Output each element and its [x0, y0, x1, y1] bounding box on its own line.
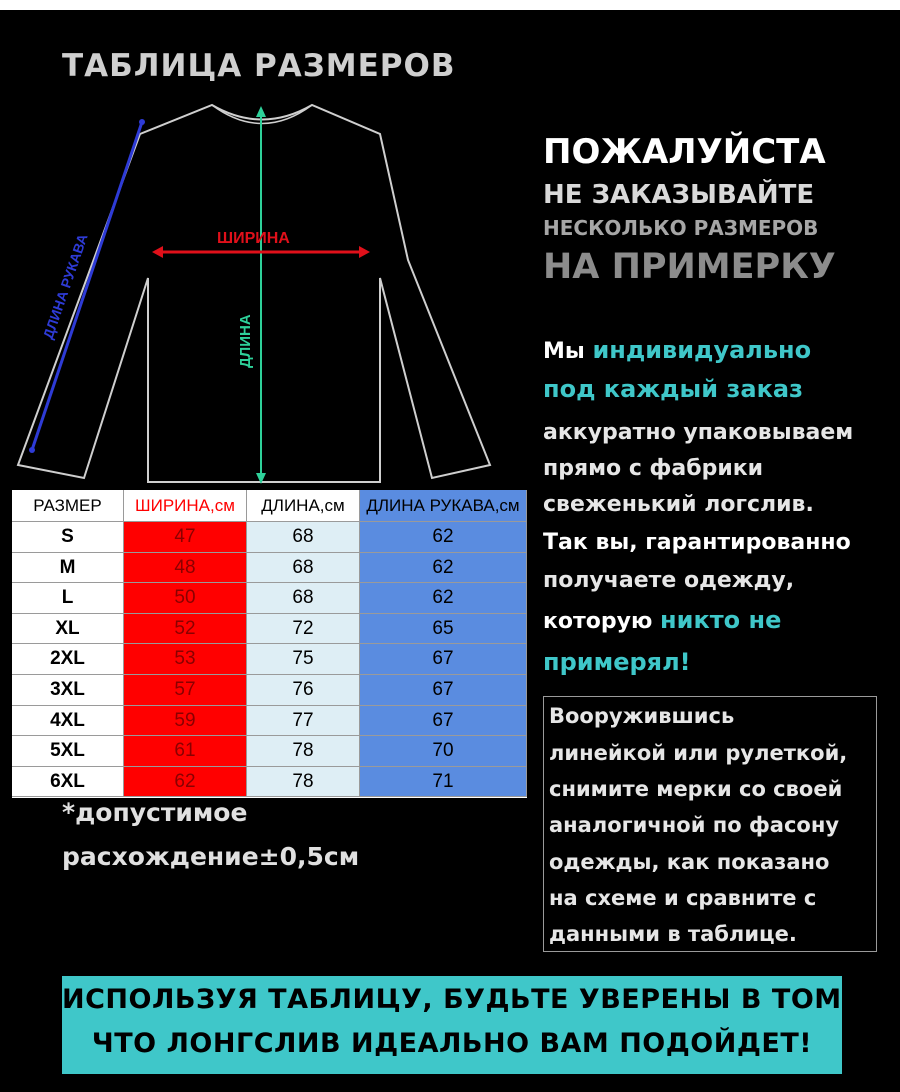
cell-size: M — [12, 553, 124, 584]
message-line-7: получаете одежду, — [543, 568, 795, 593]
cell-width: 48 — [124, 553, 247, 584]
cell-sleeve: 67 — [360, 675, 527, 706]
cell-size: 5XL — [12, 736, 124, 767]
cell-size: L — [12, 583, 124, 614]
cell-sleeve: 71 — [360, 767, 527, 798]
instructions-line: на схеме и сравните с — [549, 886, 817, 910]
sleeve-arrow — [32, 122, 142, 450]
headline-several-sizes: НЕСКОЛЬКО РАЗМЕРОВ — [543, 216, 819, 240]
instructions-line: аналогичной по фасону — [549, 813, 840, 837]
cell-length: 76 — [247, 675, 360, 706]
headline-for-fitting: НА ПРИМЕРКУ — [543, 247, 836, 287]
cell-width: 52 — [124, 614, 247, 645]
header-length: ДЛИНА,см — [247, 490, 360, 522]
header-sleeve: ДЛИНА РУКАВА,см — [360, 490, 527, 522]
header-width: ШИРИНА,см — [124, 490, 247, 522]
message-line-6: Так вы, гарантированно — [543, 530, 851, 555]
page-title: ТАБЛИЦА РАЗМЕРОВ — [62, 48, 456, 84]
cell-length: 68 — [247, 522, 360, 553]
tolerance-note-line-1: *допустимое — [62, 798, 248, 827]
cell-sleeve: 70 — [360, 736, 527, 767]
header-size: РАЗМЕР — [12, 490, 124, 522]
banner-line-2: ЧТО ЛОНГСЛИВ ИДЕАЛЬНО ВАМ ПОДОЙДЕТ! — [91, 1028, 813, 1059]
message-line-5: свеженький логслив. — [543, 492, 814, 517]
cell-width: 47 — [124, 522, 247, 553]
banner-line-1: ИСПОЛЬЗУЯ ТАБЛИЦУ, БУДЬТЕ УВЕРЕНЫ В ТОМ, — [62, 984, 853, 1015]
shirt-outline — [18, 105, 490, 482]
size-table — [12, 490, 527, 798]
cell-width: 62 — [124, 767, 247, 798]
instructions-line: данными в таблице. — [549, 922, 797, 946]
message-line-8: которую никто не — [543, 606, 782, 634]
cell-width: 61 — [124, 736, 247, 767]
message-line-1: Мы индивидуально — [543, 336, 812, 364]
cell-sleeve: 62 — [360, 553, 527, 584]
cell-size: 6XL — [12, 767, 124, 798]
cell-length: 77 — [247, 706, 360, 737]
message-line-9: примерял! — [543, 648, 691, 676]
cell-length: 72 — [247, 614, 360, 645]
cell-size: 4XL — [12, 706, 124, 737]
cell-width: 50 — [124, 583, 247, 614]
longsleeve-diagram — [0, 10, 560, 490]
cell-sleeve: 67 — [360, 706, 527, 737]
instructions-line: Вооружившись — [549, 704, 735, 728]
headline-please: ПОЖАЛУЙСТА — [543, 132, 826, 172]
cell-sleeve: 62 — [360, 583, 527, 614]
cell-width: 57 — [124, 675, 247, 706]
cell-sleeve: 62 — [360, 522, 527, 553]
cell-length: 78 — [247, 736, 360, 767]
sleeve-label: ДЛИНА РУКАВА — [39, 231, 91, 341]
cell-length: 75 — [247, 644, 360, 675]
cell-length: 68 — [247, 583, 360, 614]
cell-length: 68 — [247, 553, 360, 584]
size-chart-canvas — [0, 10, 900, 1092]
instructions-line: одежды, как показано — [549, 850, 830, 874]
cell-length: 78 — [247, 767, 360, 798]
length-label: ДЛИНА — [237, 314, 254, 368]
message-line-2: под каждый заказ — [543, 375, 804, 403]
cell-size: XL — [12, 614, 124, 645]
cell-sleeve: 65 — [360, 614, 527, 645]
headline-do-not-order: НЕ ЗАКАЗЫВАЙТЕ — [543, 180, 815, 210]
cell-size: 2XL — [12, 644, 124, 675]
cell-width: 59 — [124, 706, 247, 737]
width-label: ШИРИНА — [217, 230, 290, 247]
instructions-line: линейкой или рулеткой, — [549, 741, 848, 765]
cell-sleeve: 67 — [360, 644, 527, 675]
message-line-3: аккуратно упаковываем — [543, 420, 854, 445]
tolerance-note-line-2: расхождение±0,5см — [62, 842, 360, 871]
cell-width: 53 — [124, 644, 247, 675]
instructions-line: снимите мерки со своей — [549, 777, 843, 801]
bottom-banner — [62, 976, 853, 1074]
message-line-4: прямо с фабрики — [543, 456, 764, 481]
cell-size: S — [12, 522, 124, 553]
cell-size: 3XL — [12, 675, 124, 706]
